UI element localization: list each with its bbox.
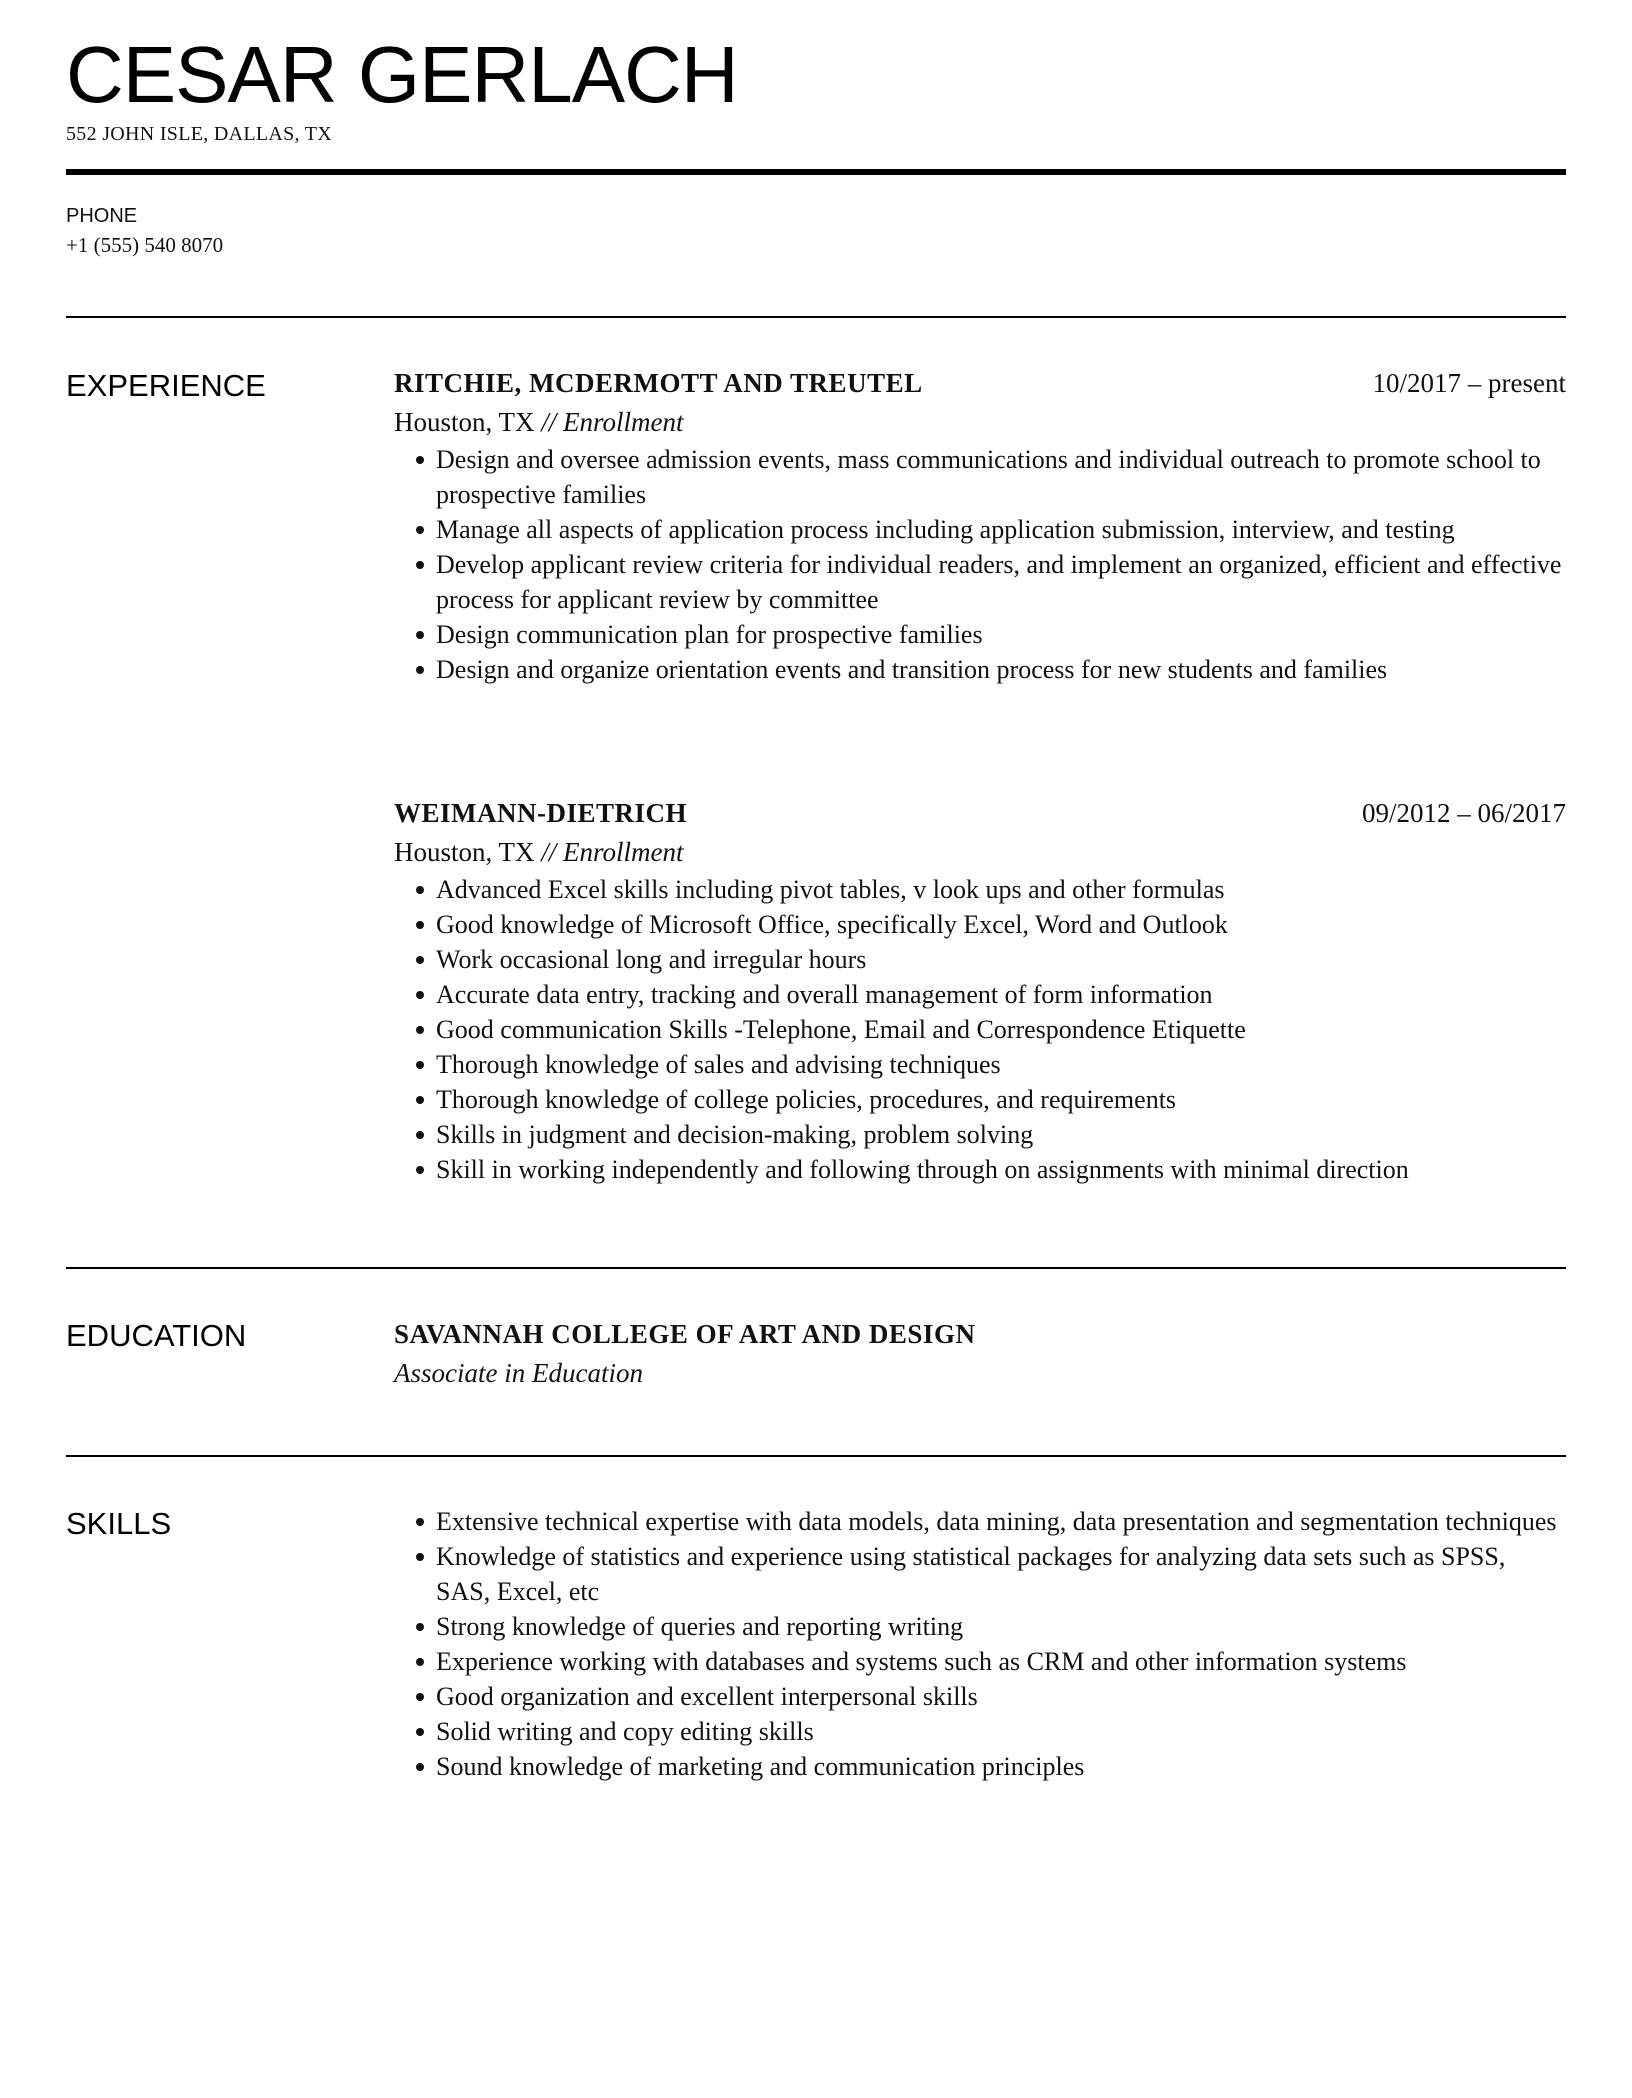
job-bullet-list <box>394 872 1566 1187</box>
list-item: Accurate data entry, tracking and overall management of form information <box>394 977 1566 1012</box>
job-company: WEIMANN-DIETRICH <box>394 798 688 828</box>
education-divider <box>66 1455 1566 1457</box>
list-item: Design and oversee admission events, mass communications and individual outreach to promote school to prospective families <box>394 442 1566 512</box>
list-item: Extensive technical expertise with data models, data mining, data presentation and segmentation techniques <box>394 1504 1566 1539</box>
candidate-address: 552 JOHN ISLE, DALLAS, TX <box>66 123 333 145</box>
list-item: Experience working with databases and systems such as CRM and other information systems <box>394 1644 1566 1679</box>
list-item: Develop applicant review criteria for individual readers, and implement an organized, efficient and effective process for applicant review by committee <box>394 547 1566 617</box>
job-separator: // <box>541 837 557 867</box>
list-item: Strong knowledge of queries and reporting writing <box>394 1609 1566 1644</box>
list-item: Design communication plan for prospective families <box>394 617 1566 652</box>
list-item: Good organization and excellent interpersonal skills <box>394 1679 1566 1714</box>
job-role: Enrollment <box>563 837 684 867</box>
header-divider <box>66 169 1566 175</box>
candidate-name: CESAR GERLACH <box>66 30 738 119</box>
job-header <box>394 364 1566 402</box>
experience-heading: EXPERIENCE <box>66 368 266 403</box>
job-entry <box>394 794 1566 1187</box>
list-item: Manage all aspects of application process including application submission, interview, and testing <box>394 512 1566 547</box>
education-degree: Associate in Education <box>394 1358 643 1388</box>
education-header <box>394 1315 1566 1353</box>
experience-divider <box>66 1267 1566 1269</box>
list-item: Work occasional long and irregular hours <box>394 942 1566 977</box>
list-item: Skills in judgment and decision-making, problem solving <box>394 1117 1566 1152</box>
contact-divider <box>66 316 1566 318</box>
job-location: Houston, TX <box>394 837 535 867</box>
list-item: Advanced Excel skills including pivot tables, v look ups and other formulas <box>394 872 1566 907</box>
job-bullet-list <box>394 442 1566 687</box>
job-company: RITCHIE, MCDERMOTT AND TREUTEL <box>394 368 923 398</box>
job-subtitle <box>394 832 1566 872</box>
phone-label: PHONE <box>66 205 138 227</box>
job-header <box>394 794 1566 832</box>
job-entry <box>394 364 1566 687</box>
job-role: Enrollment <box>563 407 684 437</box>
skills-entry <box>394 1504 1566 1784</box>
phone-value: +1 (555) 540 8070 <box>66 233 224 257</box>
list-item: Good communication Skills -Telephone, Email and Correspondence Etiquette <box>394 1012 1566 1047</box>
job-subtitle <box>394 402 1566 442</box>
list-item: Good knowledge of Microsoft Office, specifically Excel, Word and Outlook <box>394 907 1566 942</box>
education-school: SAVANNAH COLLEGE OF ART AND DESIGN <box>394 1319 976 1349</box>
list-item: Solid writing and copy editing skills <box>394 1714 1566 1749</box>
skills-bullet-list <box>394 1504 1566 1784</box>
list-item: Design and organize orientation events and transition process for new students and families <box>394 652 1566 687</box>
education-heading: EDUCATION <box>66 1318 247 1353</box>
job-separator: // <box>541 407 557 437</box>
list-item: Knowledge of statistics and experience using statistical packages for analyzing data sets such as SPSS, SAS, Excel, etc <box>394 1539 1566 1609</box>
list-item: Thorough knowledge of sales and advising techniques <box>394 1047 1566 1082</box>
list-item: Skill in working independently and following through on assignments with minimal direction <box>394 1152 1566 1187</box>
list-item: Thorough knowledge of college policies, procedures, and requirements <box>394 1082 1566 1117</box>
education-entry <box>394 1315 1566 1393</box>
job-dates: 10/2017 – present <box>1372 368 1566 398</box>
job-dates: 09/2012 – 06/2017 <box>1361 798 1566 828</box>
skills-heading: SKILLS <box>66 1506 172 1541</box>
job-location: Houston, TX <box>394 407 535 437</box>
list-item: Sound knowledge of marketing and communication principles <box>394 1749 1566 1784</box>
